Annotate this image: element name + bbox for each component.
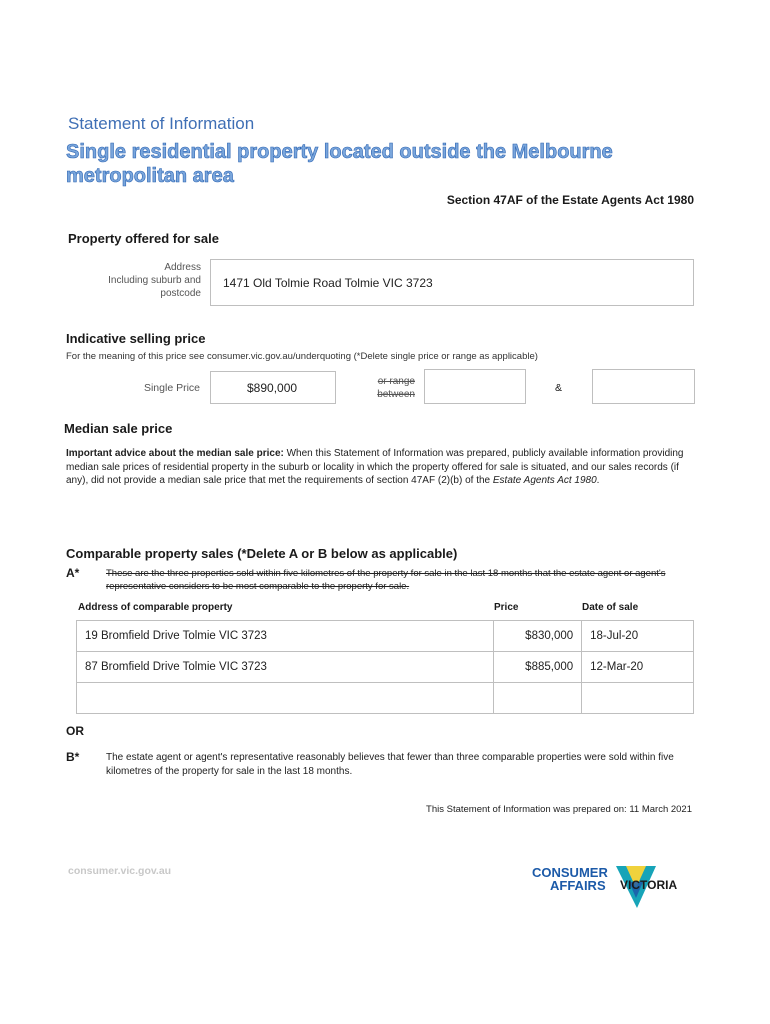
col-price-header: Price [494, 602, 519, 613]
comp-date-cell[interactable]: 12-Mar-20 [582, 652, 694, 683]
range-label [340, 375, 415, 401]
logo-line-2: AFFAIRS [550, 878, 606, 893]
property-heading: Property offered for sale [68, 231, 219, 246]
range-label-1: or range [377, 376, 415, 387]
address-field[interactable] [210, 259, 694, 306]
indicative-heading: Indicative selling price [66, 331, 206, 346]
comparable-heading: Comparable property sales (*Delete A or B below as applicable) [66, 546, 458, 561]
doc-type-label: Statement of Information [68, 114, 255, 133]
indicative-note: For the meaning of this price see consumer.vic.gov.au/underquoting (*Delete single price or range as applicable) [66, 351, 538, 362]
single-price-label: Single Price [143, 382, 200, 394]
median-advice-italic: Estate Agents Act 1980 [492, 475, 597, 486]
address-sublabel-1: Including suburb and [108, 275, 201, 286]
or-separator: OR [66, 724, 84, 738]
comp-price-cell[interactable]: $885,000 [494, 652, 582, 683]
consumer-affairs-victoria-logo [530, 862, 700, 912]
col-address-header: Address of comparable property [78, 602, 233, 613]
address-label-group [60, 261, 201, 300]
logo-line-1: CONSUMER [532, 865, 608, 880]
address-sublabel-2: postcode [160, 288, 201, 299]
median-advice-bold: Important advice about the median sale price: [66, 448, 284, 459]
page-title: Single residential property located outside the Melbourne metropolitan area [66, 141, 613, 187]
option-a-text: These are the three properties sold within five kilometres of the property for sale in the last 18 months that the estate agent or agent's representative considers to be most comparable to the property for sale. [106, 568, 666, 592]
option-b-marker: B* [66, 750, 80, 764]
single-price-value: $890,000 [247, 381, 298, 395]
act-reference: Section 47AF of the Estate Agents Act 1980 [446, 193, 694, 207]
option-b-text: The estate agent or agent's representative reasonably believes that fewer than three comparable properties were sold within five kilometres of the property for sale in the last 18 months. [106, 752, 674, 777]
range-low-field[interactable] [424, 369, 526, 404]
prepared-date: This Statement of Information was prepared on: 11 March 2021 [426, 804, 692, 815]
range-and: & [555, 382, 563, 394]
median-advice [66, 447, 696, 488]
range-label-2: between [377, 389, 415, 400]
table-row [77, 683, 694, 714]
comp-price-cell[interactable] [494, 683, 582, 714]
col-date-header: Date of sale [582, 602, 639, 613]
range-high-field[interactable] [592, 369, 695, 404]
single-price-field[interactable] [210, 371, 336, 404]
median-advice-end: . [596, 475, 600, 486]
comp-address-cell[interactable]: 19 Bromfield Drive Tolmie VIC 3723 [77, 621, 494, 652]
footer-website-link[interactable]: consumer.vic.gov.au [68, 865, 172, 877]
median-advice-text: When this Statement of Information was prepared, publicly available information providing median sale prices of residential property in the suburb or locality in which the property offered for sale is situated, and our sales records (if any), did not provide a median sale price that met the requirements of section 47AF (2)(b) of the [66, 448, 684, 486]
comparable-table [76, 620, 694, 714]
table-row [77, 621, 694, 652]
comp-address-cell[interactable]: 87 Bromfield Drive Tolmie VIC 3723 [77, 652, 494, 683]
logo-line-3: VICTORIA [620, 878, 678, 892]
address-label: Address [164, 262, 201, 273]
comp-date-cell[interactable] [582, 683, 694, 714]
comp-date-cell[interactable]: 18-Jul-20 [582, 621, 694, 652]
median-heading: Median sale price [64, 421, 173, 436]
comp-address-cell[interactable] [77, 683, 494, 714]
option-a-marker: A* [66, 566, 80, 580]
table-row [77, 652, 694, 683]
comp-price-cell[interactable]: $830,000 [494, 621, 582, 652]
address-value: 1471 Old Tolmie Road Tolmie VIC 3723 [223, 276, 433, 290]
